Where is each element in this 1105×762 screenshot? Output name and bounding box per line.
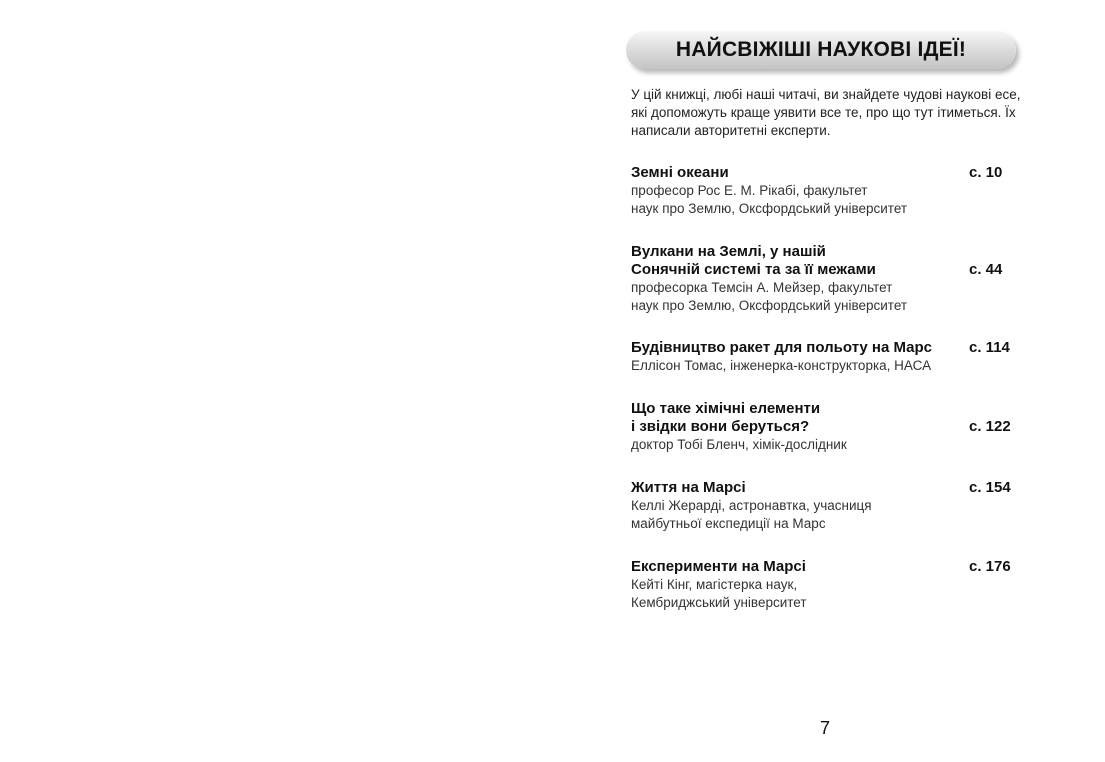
entry-title: [631, 479, 961, 497]
entry-author-line: Кембриджський університет: [631, 595, 807, 610]
entry-title-line: і звідки вони беруться?: [631, 418, 810, 435]
toc-entry[interactable]: [631, 164, 1031, 218]
entry-author: [631, 436, 961, 454]
entry-title-line: Будівництво ракет для польоту на Марс: [631, 339, 933, 356]
entry-page-ref: с. 176: [969, 558, 1011, 575]
toc-entry[interactable]: [631, 339, 1031, 375]
entry-title: [631, 243, 961, 279]
entry-title-line: Земні океани: [631, 164, 729, 181]
entry-title-line: Що таке хімічні елементи: [631, 400, 821, 417]
entry-title: [631, 164, 961, 182]
entry-title-line: Життя на Марсі: [631, 479, 746, 496]
toc-entry[interactable]: [631, 400, 1031, 454]
entry-title-line: Вулкани на Землі, у нашій: [631, 243, 826, 260]
entry-title-line: Сонячній системі та за її межами: [631, 261, 876, 278]
entry-author-line: наук про Землю, Оксфордський університет: [631, 298, 908, 313]
entry-author: [631, 182, 961, 218]
toc-entry[interactable]: [631, 479, 1031, 533]
entry-author-line: Кейті Кінг, магістерка наук,: [631, 577, 798, 592]
entry-author-line: майбутньої експедиції на Марс: [631, 516, 826, 531]
entry-author: [631, 357, 961, 375]
entry-author-line: доктор Тобі Бленч, хімік-дослідник: [631, 437, 847, 452]
entry-author: [631, 497, 961, 533]
entry-title: [631, 558, 961, 576]
entry-title: [631, 400, 961, 436]
left-page-blank: [0, 0, 552, 762]
toc-entry[interactable]: [631, 243, 1031, 315]
entry-author-line: Еллісон Томас, інженерка-конструкторка, НАСА: [631, 358, 932, 373]
entry-author-line: наук про Землю, Оксфордський університет: [631, 201, 908, 216]
page-number: 7: [820, 718, 831, 738]
entry-page-ref: с. 10: [969, 164, 1003, 181]
toc-entry[interactable]: [631, 558, 1031, 612]
entry-page-ref: с. 44: [969, 261, 1003, 278]
entry-page-ref: с. 114: [969, 339, 1010, 356]
title-banner: [626, 31, 1016, 69]
entry-author-line: професор Рос Е. М. Рікабі, факультет: [631, 183, 868, 198]
entry-author-line: професорка Темсін А. Мейзер, факультет: [631, 280, 893, 295]
page-title: НАЙСВІЖІШІ НАУКОВІ ІДЕЇ!: [675, 38, 967, 61]
entry-author: [631, 576, 961, 612]
entry-title: [631, 339, 961, 357]
entry-page-ref: с. 154: [969, 479, 1011, 496]
entry-page-ref: с. 122: [969, 418, 1011, 435]
entry-title-line: Експерименти на Марсі: [631, 558, 806, 575]
entry-author-line: Келлі Жерарді, астронавтка, учасниця: [631, 498, 872, 513]
intro-paragraph: У цій книжці, любі наші читачі, ви знайдете чудові наукові есе, які допоможуть краще уявити все те, про що тут ітиметься. Їх написали авторитетні експерти.: [631, 87, 1021, 138]
entry-author: [631, 279, 961, 315]
